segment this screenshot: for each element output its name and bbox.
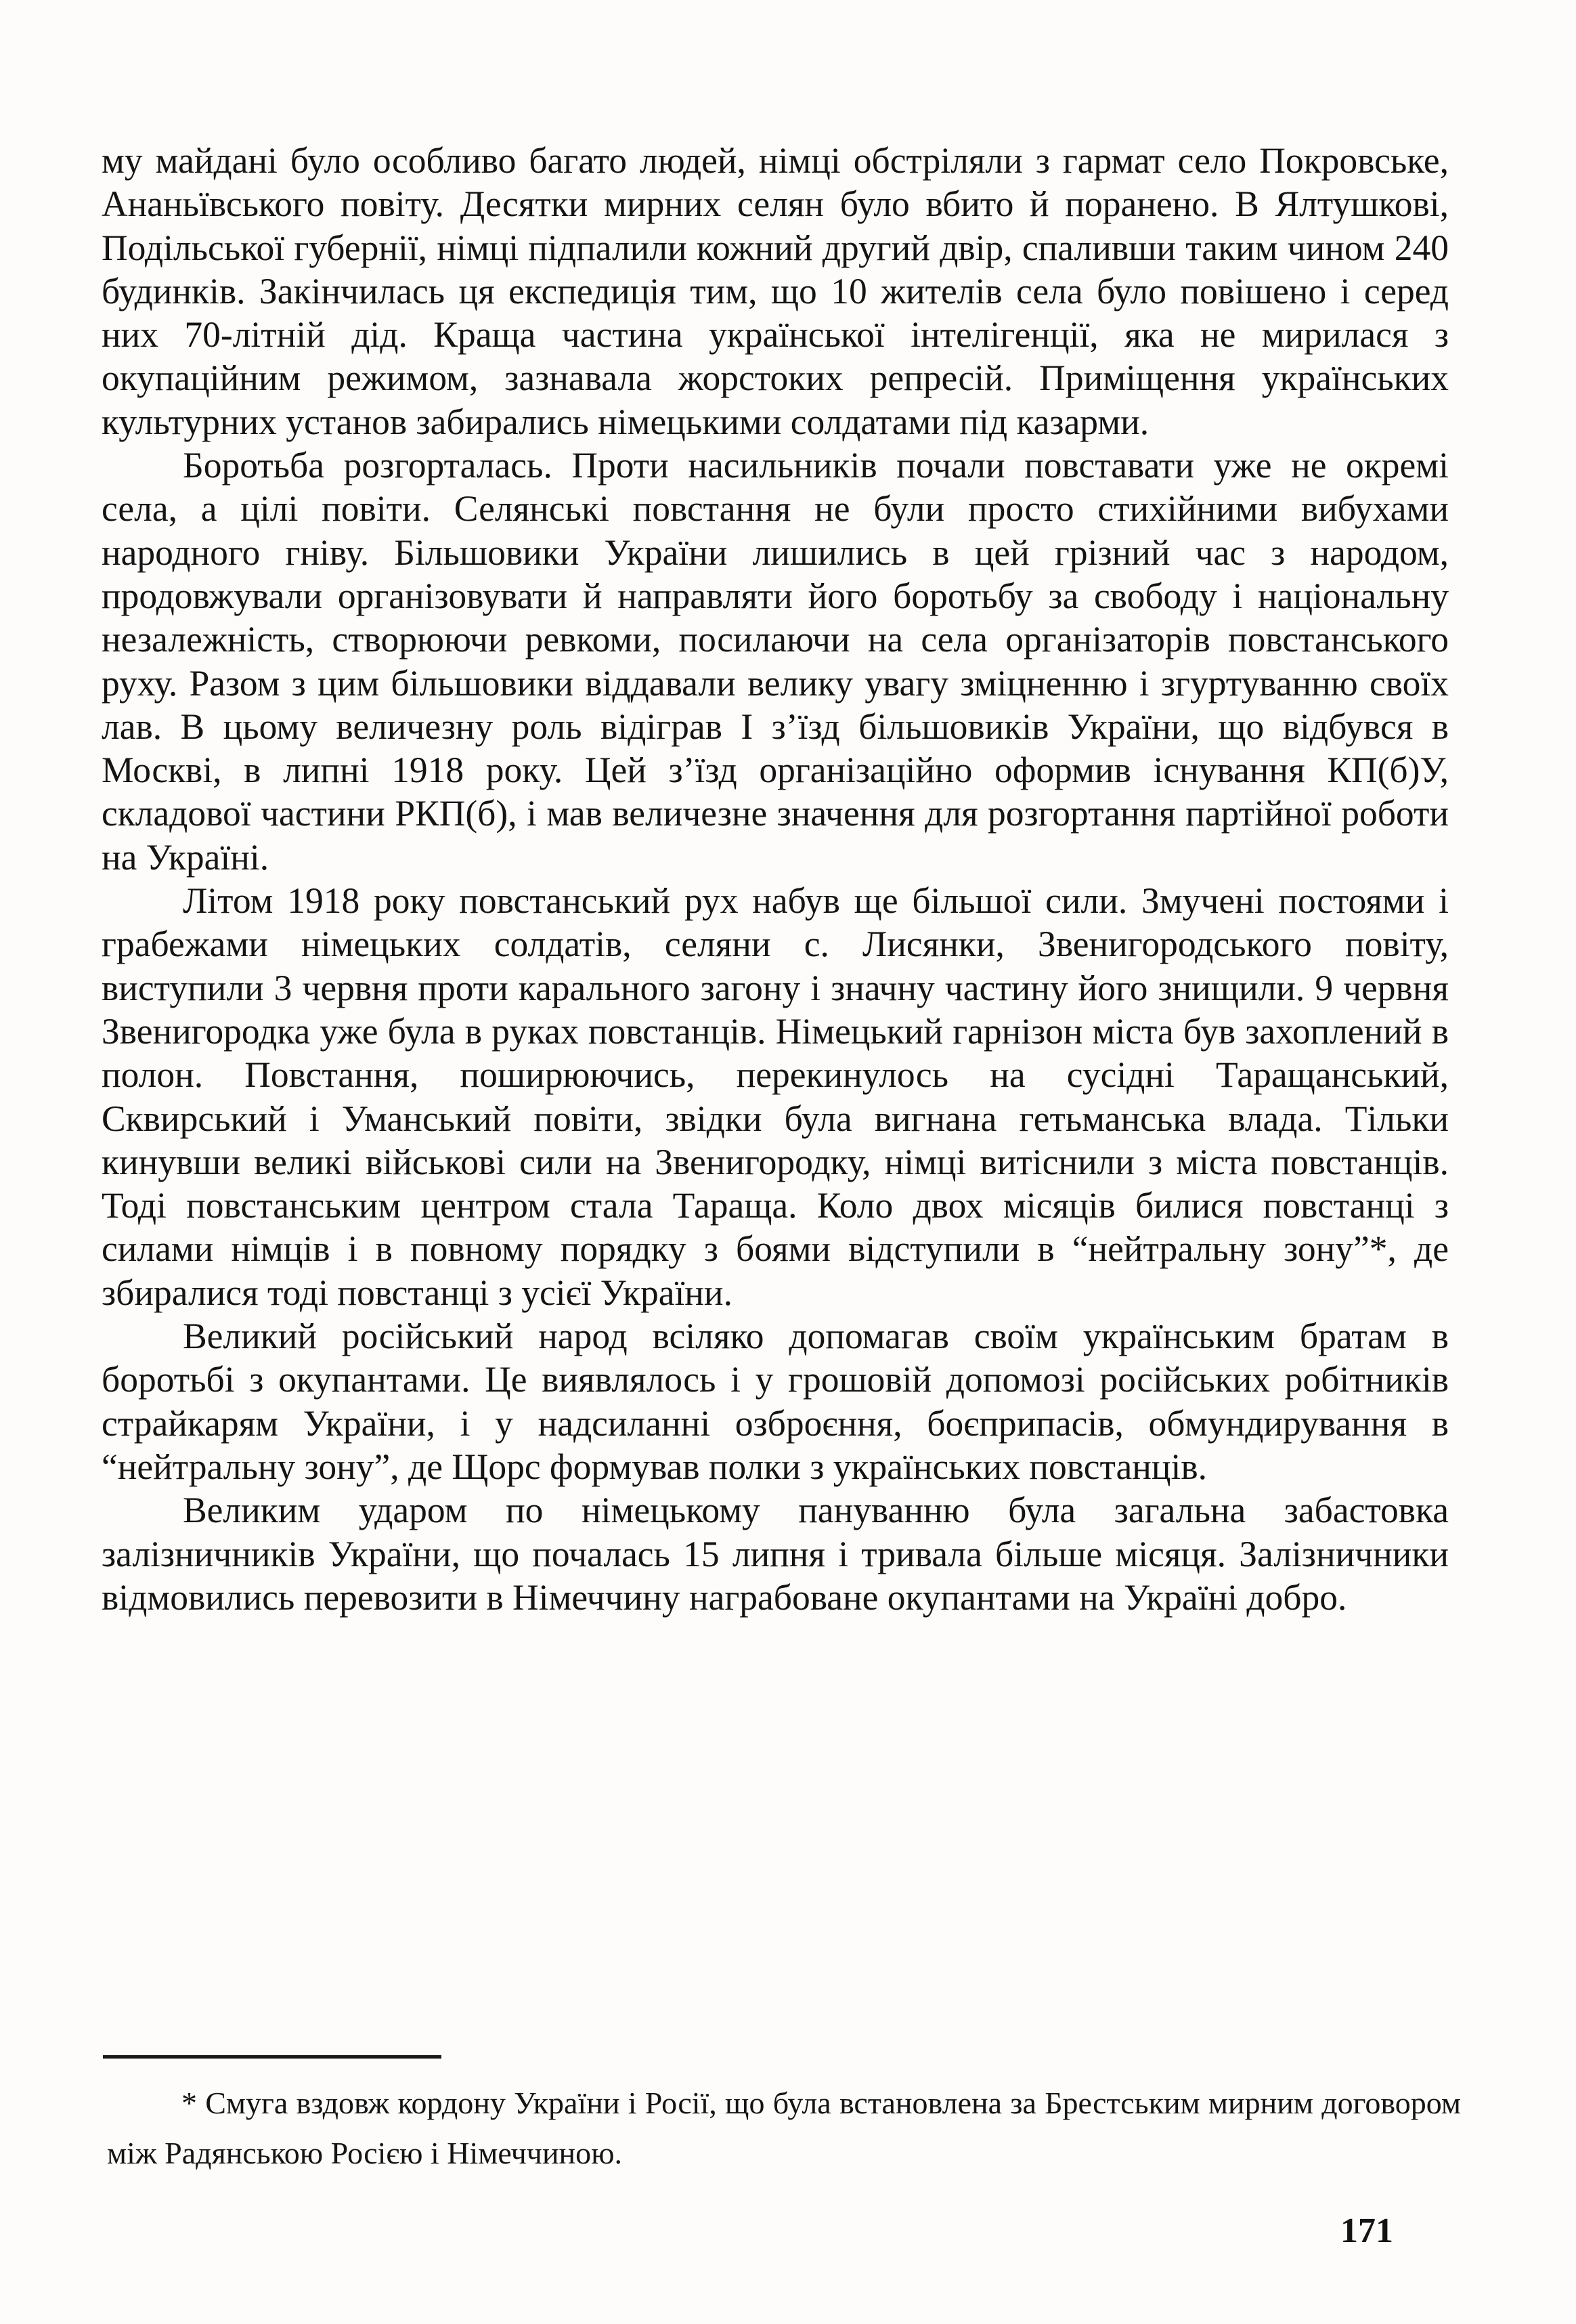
page-number: 171 [1340, 2212, 1393, 2250]
paragraph: Боротьба розгорталась. Проти насильників почали повставати уже не окремі села, а цілі повіти. Селянські повстання не були просто стихійними вибухами народного гніву. Більшовики України лишились в цей грізний час з народом, продовжували організовувати й направляти його боротьбу за свободу і національну незалежність, створюючи ревкоми, посилаючи на села організаторів повстанського руху. Разом з цим більшовики віддавали велику увагу зміцненню і згуртуванню своїх лав. В цьому величезну роль відіграв I з’їзд більшовиків України, що відбувся в Москві, в липні 1918 року. Цей з’їзд організаційно оформив існування КП(б)У, складової частини РКП(б), і мав величезне значення для розгортання партійної роботи на Україні. [102, 445, 1449, 878]
paragraph: Великий російський народ всіляко допомагав своїм українським братам в боротьбі з окупантами. Це виявлялось і у грошовій допомозі російських робітників страйкарям України, і у надсиланні озброєння, боєприпасів, обмундирування в “нейтральну зону”, де Щорс формував полки з українських повстанців. [102, 1316, 1449, 1487]
paragraph: Літом 1918 року повстанський рух набув ще більшої сили. Змучені постоями і грабежами німецьких солдатів, селяни с. Лисянки, Звенигородського повіту, виступили 3 червня проти карального загону і значну частину його знищили. 9 червня Звенигородка уже була в руках повстанців. Німецький гарнізон міста був захоплений в полон. Повстання, поширюючись, перекинулось на сусідні Таращанський, Сквирський і Уманський повіти, звідки була вигнана гетьманська влада. Тільки кинувши великі військові сили на Звенигородку, німці витіснили з міста повстанців. Тоді повстанським центром стала Тараща. Коло двох місяців билися повстанці з силами німців і в повному порядку з боями відступили в “нейтральну зону”*, де збиралися тоді повстанці з усієї України. [102, 880, 1449, 1313]
paragraph-continued: му майдані було особливо багато людей, німці обстріляли з гармат село Покровське, Ананьївського повіту. Десятки мирних селян було вбито й поранено. В Ялтушкові, Подільської губернії, німці підпалили кожний другий двір, спаливши таким чином 240 будинків. Закінчилась ця експедиція тим, що 10 жителів села було повішено і серед них 70-літній дід. Краща частина української інтелігенції, яка не мирилася з окупаційним режимом, зазнавала жорстоких репресій. Приміщення українських культурних установ забирались німецькими солдатами під казарми. [102, 140, 1449, 442]
paragraph: Великим ударом по німецькому пануванню була загальна забастовка залізничників України, що почалась 15 липня і тривала більше місяця. Залізничники відмовились перевозити в Німеччину награбоване окупантами на Україні добро. [102, 1490, 1449, 1618]
footnote: * Смуга вздовж кордону України і Росії, що була встановлена за Брестським мирним договором між Радянською Росією і Німеччиною. [107, 2086, 1461, 2170]
footnote-divider [103, 2055, 441, 2059]
main-text [102, 139, 1449, 1619]
